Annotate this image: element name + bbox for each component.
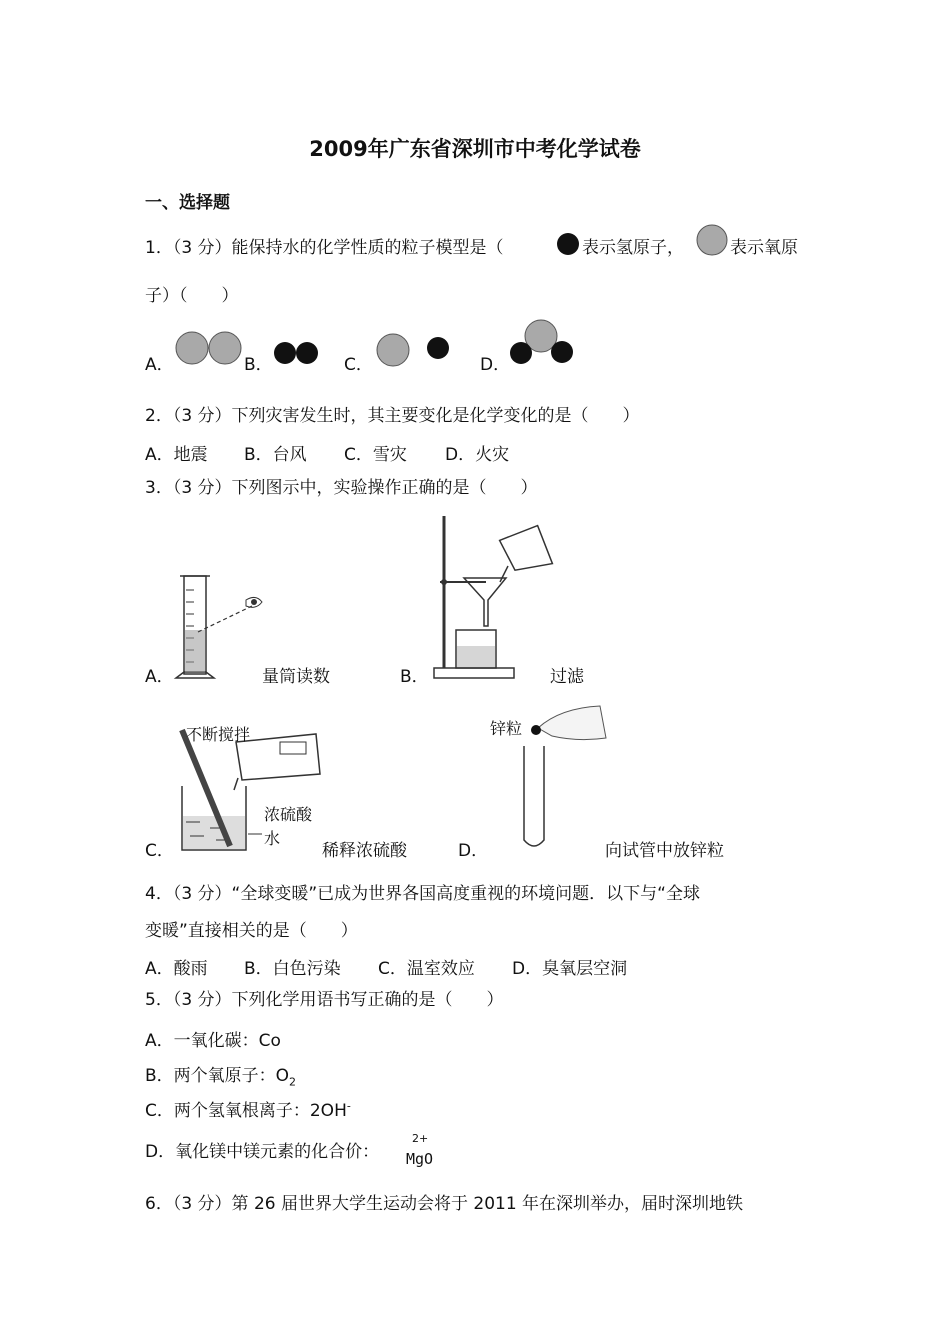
section-heading: 一、选择题 <box>145 193 230 213</box>
q5-option-b-text: B．两个氧原子：O <box>145 1066 290 1086</box>
q2-text: 2．（3 分）下列灾害发生时，其主要变化是化学变化的是（ ） <box>145 406 640 426</box>
stir-label: 不断搅拌 <box>186 725 251 744</box>
model-separate-atoms-icon <box>376 334 452 368</box>
zinc-label: 锌粒 <box>490 719 523 738</box>
q3-option-a: A． <box>145 667 174 687</box>
q2-option-d: D．火灾 <box>445 445 510 465</box>
q1-option-b: B． <box>244 355 273 375</box>
q4-option-b: B．白色污染 <box>244 959 341 979</box>
oxygen-atom-icon <box>696 224 728 256</box>
q3-option-d: D． <box>458 841 489 861</box>
q1-text-c: 表示氧原 <box>730 238 798 258</box>
q3-caption-d: 向试管中放锌粒 <box>605 841 724 861</box>
model-h2o-icon <box>510 320 574 366</box>
model-h2-icon <box>274 341 320 365</box>
q3-option-b: B． <box>400 667 429 687</box>
q4-text-a: 4．（3 分）“全球变暖”已成为世界各国高度重视的环境问题．以下与“全球 <box>145 884 700 904</box>
q1-text-b: 表示氢原子， <box>582 238 684 258</box>
q4-option-c: C．温室效应 <box>378 959 475 979</box>
q3-option-c: C． <box>145 841 174 861</box>
page-title: 2009年广东省深圳市中考化学试卷 <box>309 137 641 161</box>
q5-option-a: A．一氧化碳：Co <box>145 1031 281 1051</box>
q4-option-d: D．臭氧层空洞 <box>512 959 628 979</box>
q1-text-a: 1．（3 分）能保持水的化学性质的粒子模型是（ <box>145 238 504 258</box>
q5-option-d: D．氧化镁中镁元素的化合价： <box>145 1142 380 1162</box>
hydrogen-atom-icon <box>556 232 580 256</box>
q5-option-c-superscript: - <box>346 1099 351 1113</box>
q5-option-b-subscript: 2 <box>289 1075 297 1089</box>
q5-option-c <box>145 1096 351 1121</box>
test-tube-zinc-diagram <box>520 700 610 856</box>
q3-text: 3．（3 分）下列图示中，实验操作正确的是（ ） <box>145 478 538 498</box>
q5-text: 5．（3 分）下列化学用语书写正确的是（ ） <box>145 990 504 1010</box>
q5-option-b <box>145 1061 296 1088</box>
model-o2-icon <box>175 332 243 366</box>
q4-text-b: 变暖”直接相关的是（ ） <box>145 921 358 941</box>
q3-caption-a: 量筒读数 <box>262 667 330 687</box>
q3-caption-b: 过滤 <box>550 667 584 687</box>
acid-label: 浓硫酸 <box>264 805 313 824</box>
water-label: 水 <box>264 829 281 848</box>
q1-option-a: A． <box>145 355 174 375</box>
q2-option-a: A．地震 <box>145 445 208 465</box>
valence-formula: MgO <box>406 1150 434 1168</box>
q3-caption-c: 稀释浓硫酸 <box>322 841 407 861</box>
q2-option-b: B．台风 <box>244 445 307 465</box>
q4-option-a: A．酸雨 <box>145 959 208 979</box>
valence-charge: 2+ <box>412 1132 429 1145</box>
q1-option-c: C． <box>344 355 373 375</box>
graduated-cylinder-reading-diagram <box>172 570 272 682</box>
q6-text: 6．（3 分）第 26 届世界大学生运动会将于 2011 年在深圳举办，届时深圳地铁 <box>145 1194 744 1214</box>
q5-option-c-text: C．两个氢氧根离子：2OH <box>145 1101 347 1121</box>
q1-text-d: 子）（ ） <box>145 286 239 306</box>
filtration-diagram <box>430 512 560 680</box>
q1-option-d: D． <box>480 355 511 375</box>
q2-option-c: C．雪灾 <box>344 445 407 465</box>
